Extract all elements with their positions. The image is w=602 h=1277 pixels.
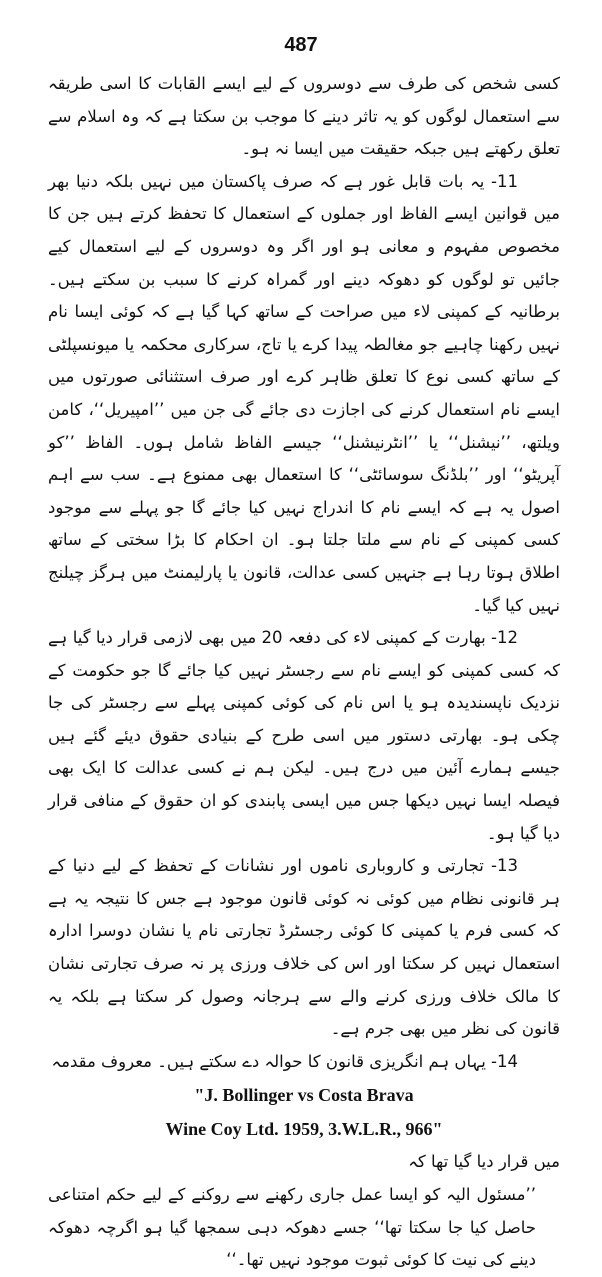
paragraph-11: 11- یہ بات قابل غور ہے کہ صرف پاکستان میں نہیں بلکہ دنیا بھر میں قوانین ایسے الفاظ اور جملوں کے استعمال کا تحفظ کرتے ہیں جن کا مخصوص مفہوم و معانی ہو اور اگر وہ دوسروں کے لیے استعمال کیے جائیں تو لوگوں کو دھوکہ دینے اور گمراہ کرنے کا سبب بن سکتے ہیں۔ برطانیہ کے کمپنی لاء میں صراحت کے ساتھ کہا گیا ہے کہ کوئی ایسا نام نہیں رکھنا چاہیے جو مغالطہ پیدا کرے یا تاج، سرکاری محکمہ یا میونسپلٹی کے ساتھ کسی نوع کا تعلق ظاہر کرے اور صرف استثنائی صورتوں میں ایسے نام استعمال کرنے کی اجازت دی جائے گی جن میں ’’امپیریل‘‘، کامن ویلتھ، ’’نیشنل‘‘ یا ’’انٹرنیشنل‘‘ جیسے الفاظ شامل ہوں۔ الفاظ ’’کو آپریٹو‘‘ اور ’’بلڈنگ سوسائٹی‘‘ کا استعمال بھی ممنوع ہے۔ سب سے اہم اصول یہ ہے کہ ایسے نام کا اندراج نہیں کیا جائے گا جو پہلے سے موجود کسی کمپنی کے نام سے ملتا جلتا ہو۔ ان احکام کا بڑا سختی کے ساتھ اطلاق ہوتا رہا ہے جنہیں کسی عدالت، قانون یا پارلیمنٹ میں ہرگز چیلنج نہیں کیا گیا۔ [48,171,560,615]
paragraph-continuation: کسی شخص کی طرف سے دوسروں کے لیے ایسے القابات کا اسی طریقہ سے استعمال لوگوں کو یہ تاثر دینے کا موجب بن سکتا ہے کہ وہ اسلام سے تعلق رکھتے ہیں جبکہ حقیقت میں ایسا نہ ہو۔ [48,74,560,159]
page-body [48,68,560,1277]
page-number: 487 [284,34,318,56]
paragraph-12: 12- بھارت کے کمپنی لاء کی دفعہ 20 میں بھی لازمی قرار دیا گیا ہے کہ کسی کمپنی کو ایسے نام سے رجسٹر نہیں کیا جائے گا جو حکومت کے نزدیک ناپسندیدہ ہو یا اس نام کی کوئی کمپنی پہلے سے رجسٹر کی جا چکی ہو۔ بھارتی دستور میں اسی طرح کے بنیادی حقوق دیئے گئے ہیں جیسے ہمارے آئین میں درج ہیں۔ لیکن ہم نے کسی عدالت کا ایک بھی فیصلہ ایسا نہیں دیکھا جس میں ایسی پابندی کو ان حقوق کے منافی قرار دیا گیا ہو۔ [48,628,560,843]
paragraph-14: 14- یہاں ہم انگریزی قانون کا حوالہ دے سکتے ہیں۔ معروف مقدمہ [51,1051,518,1071]
case-citation-line-2: Wine Coy Ltd. 1959, 3.W.L.R., 966" [165,1119,443,1140]
case-citation-line-1: "J. Bollinger vs Costa Brava [194,1085,414,1106]
court-quote: ’’مسئول الیہ کو ایسا عمل جاری رکھنے سے روکنے کے لیے حکم امتناعی حاصل کیا جا سکتا تھا‘‘ جسے دھوکہ دہی سمجھا گیا ہو اگرچہ دھوکہ دینے کی نیت کا کوئی ثبوت موجود نہیں تھا۔‘‘ [48,1185,536,1270]
citation-lead-in: میں قرار دیا گیا تھا کہ [408,1152,560,1172]
paragraph-13: 13- تجارتی و کاروباری ناموں اور نشانات کے تحفظ کے لیے دنیا کے ہر قانونی نظام میں کوئی نہ کوئی قانون موجود ہے جس کا نتیجہ یہ ہے کہ کسی فرم یا کمپنی کا کوئی رجسٹرڈ تجارتی نام یا نشان دوسرا ادارہ استعمال نہیں کر سکتا اور اس کی خلاف ورزی پر نہ صرف تجارتی نشان کا مالک خلاف ورزی کرنے والے سے ہرجانہ وصول کر سکتا ہے بلکہ یہ قانون کی نظر میں بھی جرم ہے۔ [48,856,560,1039]
